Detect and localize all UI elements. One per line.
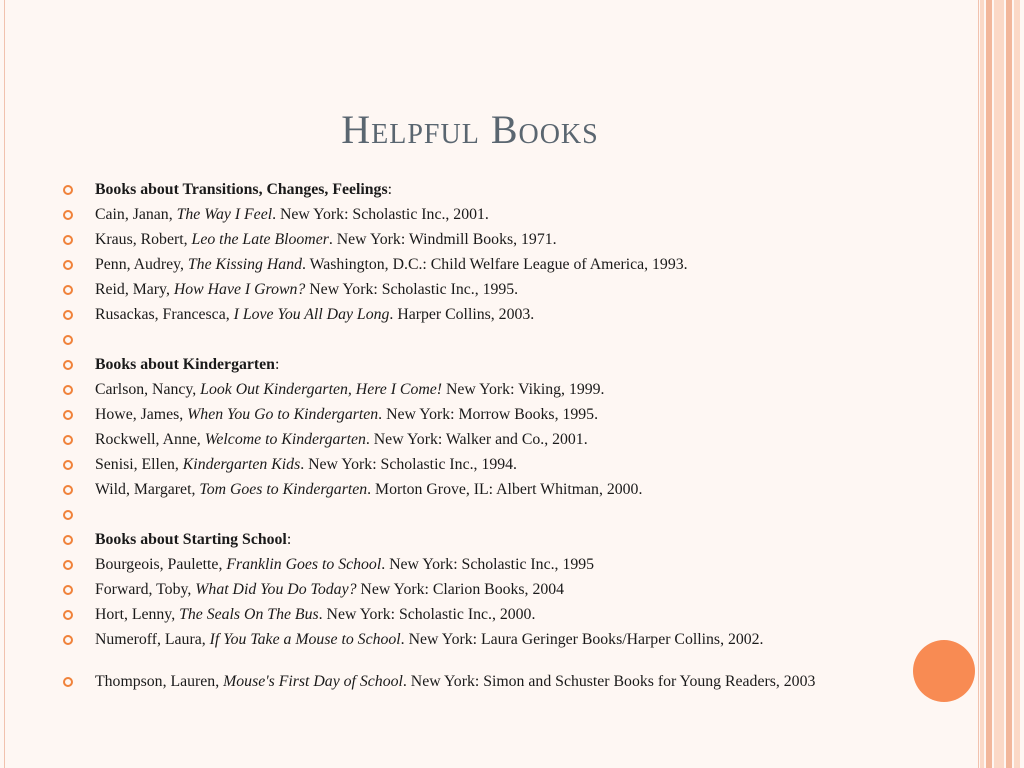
author-separator: , <box>192 381 201 398</box>
bullet-icon <box>63 285 73 295</box>
heading-text: Books about Starting School <box>95 531 287 548</box>
bullet-icon <box>63 360 73 370</box>
author-separator: , <box>183 231 192 248</box>
book-details: New York: Viking, 1999. <box>442 381 605 398</box>
author-separator: , <box>191 481 200 498</box>
book-entry <box>63 406 893 431</box>
book-title: If You Take a Mouse to School <box>209 631 401 648</box>
heading-text: Books about Transitions, Changes, Feelings <box>95 181 388 198</box>
book-author: Forward, Toby <box>95 581 188 598</box>
decorative-stripes <box>980 0 1024 768</box>
book-entry <box>63 281 893 306</box>
book-details: . New York: Walker and Co., 2001. <box>365 431 588 448</box>
book-author: Kraus, Robert <box>95 231 184 248</box>
stripe <box>980 0 984 768</box>
bullet-icon <box>63 435 73 445</box>
heading-colon: : <box>387 181 392 198</box>
heading-colon: : <box>286 531 292 548</box>
page-title: Helpful Books <box>341 107 599 152</box>
book-author: Senisi, Ellen <box>95 456 175 473</box>
book-entry <box>63 206 893 231</box>
bullet-icon <box>63 385 73 395</box>
bullet-icon <box>63 335 73 345</box>
book-title: Look Out Kindergarten, Here I Come! <box>200 381 443 398</box>
book-title: What Did You Do Today? <box>195 581 357 598</box>
book-details: New York: Scholastic Inc., 1995. <box>305 281 519 298</box>
book-details: . New York: Morrow Books, 1995. <box>378 406 599 423</box>
bullet-icon <box>63 585 73 595</box>
book-author: Reid, Mary <box>95 281 166 298</box>
bullet-icon <box>63 185 73 195</box>
book-title: When You Go to Kindergarten <box>187 406 379 423</box>
book-entry <box>63 256 893 281</box>
author-separator: , <box>171 606 180 623</box>
book-details: . New York: Scholastic Inc., 1994. <box>300 456 517 473</box>
stripe <box>986 0 992 768</box>
book-author: Carlson, Nancy <box>95 381 193 398</box>
bullet-icon <box>63 560 73 570</box>
book-title: Leo the Late Bloomer <box>191 231 329 248</box>
book-entry <box>63 606 893 631</box>
bullet-icon <box>63 535 73 545</box>
book-title: Kindergarten Kids <box>182 456 301 473</box>
author-separator: , <box>201 631 210 648</box>
book-list <box>63 181 893 715</box>
author-separator: , <box>174 456 183 473</box>
stripe <box>1014 0 1020 768</box>
book-title: How Have I Grown? <box>173 281 306 298</box>
book-entry <box>63 381 893 406</box>
book-author: Rusackas, Francesca <box>95 306 226 323</box>
section-heading <box>63 181 893 206</box>
book-details: . New York: Scholastic Inc., 2001. <box>272 206 489 223</box>
book-details: . New York: Windmill Books, 1971. <box>328 231 557 248</box>
book-details: . New York: Simon and Schuster Books for Young Readers, 2003 <box>402 673 816 690</box>
book-author: Bourgeois, Paulette <box>95 556 219 573</box>
book-entry <box>63 581 893 606</box>
book-details: . New York: Scholastic Inc., 1995 <box>381 556 595 573</box>
section-heading <box>63 356 893 381</box>
book-author: Rockwell, Anne <box>95 431 197 448</box>
book-title: The Seals On The Bus <box>179 606 319 623</box>
author-separator: , <box>168 206 177 223</box>
book-entry <box>63 431 893 456</box>
bullet-icon <box>63 410 73 420</box>
book-title: Mouse's First Day of School <box>223 673 403 690</box>
book-details: . Harper Collins, 2003. <box>389 306 535 323</box>
book-entry <box>63 631 893 673</box>
bullet-icon <box>63 677 73 687</box>
author-separator: , <box>179 256 188 273</box>
bullet-icon <box>63 260 73 270</box>
bullet-icon <box>63 635 73 645</box>
author-separator: , <box>165 281 174 298</box>
bullet-icon <box>63 235 73 245</box>
book-title: Franklin Goes to School <box>226 556 382 573</box>
book-entry <box>63 231 893 256</box>
book-author: Cain, Janan <box>95 206 169 223</box>
stripe <box>994 0 1004 768</box>
heading-colon: : <box>274 356 280 373</box>
book-title: Welcome to Kindergarten <box>204 431 366 448</box>
book-author: Hort, Lenny <box>95 606 172 623</box>
heading-text: Books about Kindergarten <box>95 356 275 373</box>
blank-item <box>63 506 893 531</box>
decorative-circle <box>913 640 975 702</box>
book-entry <box>63 456 893 481</box>
blank-item <box>63 331 893 356</box>
book-author: Wild, Margaret <box>95 481 192 498</box>
bullet-icon <box>63 610 73 620</box>
bullet-icon <box>63 310 73 320</box>
book-details: . Morton Grove, IL: Albert Whitman, 2000. <box>367 481 643 498</box>
book-author: Numeroff, Laura <box>95 631 202 648</box>
bullet-icon <box>63 210 73 220</box>
book-details: . New York: Laura Geringer Books/Harper Collins, 2002. <box>400 631 764 648</box>
bullet-icon <box>63 460 73 470</box>
author-separator: , <box>179 406 188 423</box>
book-details: New York: Clarion Books, 2004 <box>356 581 565 598</box>
book-entry <box>63 673 893 715</box>
author-separator: , <box>215 673 224 690</box>
book-title: The Way I Feel <box>176 206 273 223</box>
book-author: Howe, James <box>95 406 180 423</box>
book-title: I Love You All Day Long <box>233 306 390 323</box>
bullet-icon <box>63 485 73 495</box>
book-author: Thompson, Lauren <box>95 673 216 690</box>
book-entry <box>63 306 893 331</box>
section-heading <box>63 531 893 556</box>
author-separator: , <box>187 581 196 598</box>
author-separator: , <box>218 556 227 573</box>
book-details: . Washington, D.C.: Child Welfare League of America, 1993. <box>302 256 688 273</box>
author-separator: , <box>196 431 205 448</box>
book-entry <box>63 556 893 581</box>
book-author: Penn, Audrey <box>95 256 180 273</box>
book-details: . New York: Scholastic Inc., 2000. <box>318 606 536 623</box>
book-entry <box>63 481 893 506</box>
book-title: Tom Goes to Kindergarten <box>199 481 368 498</box>
author-separator: , <box>225 306 234 323</box>
book-title: The Kissing Hand <box>187 256 302 273</box>
stripe <box>1006 0 1012 768</box>
bullet-icon <box>63 510 73 520</box>
